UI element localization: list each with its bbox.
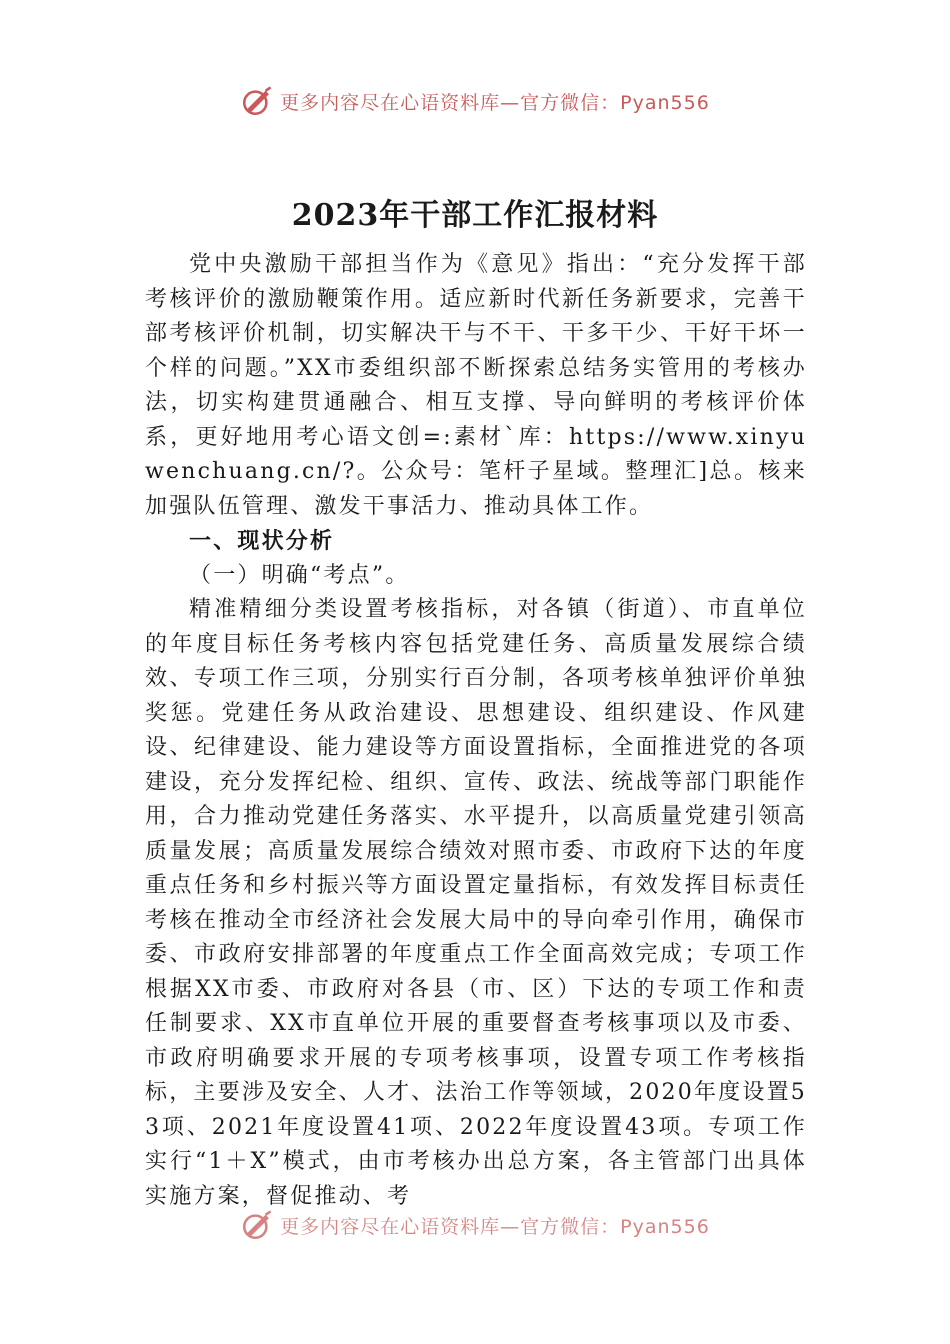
intro-paragraph: 党中央激励干部担当作为《意见》指出：“充分发挥干部考核评价的激励鞭策作用。适应新时代新任务新要求，完善干部考核评价机制，切实解决干与不干、干多干少、干好干坏一个样的问题。”XX市委组织部不断探索总结务实管用的考核办法，切实构建贯通融合、相互支撑、导向鲜明的考核评价体系，更好地用考心语文创=:素材`库：https://www.xinyuwenchuang.cn/?。公众号：笔杆子星域。整理汇]总。核来加强队伍管理、激发干事活力、推动具体工作。 <box>145 252 807 519</box>
document-body <box>145 248 807 1214</box>
watermark-text: 更多内容尽在心语资料库—官方微信：Pyan556 <box>280 91 710 114</box>
header-watermark <box>0 84 950 118</box>
subsection-paragraph: 精准精细分类设置考核指标，对各镇（街道）、市直单位的年度目标任务考核内容包括党建任务、高质量发展综合绩效、专项工作三项，分别实行百分制，各项考核单独评价单独奖惩。党建任务从政治建设、思想建设、组织建设、作风建设、纪律建设、能力建设等方面设置指标，全面推进党的各项建设，充分发挥纪检、组织、宣传、政法、统战等部门职能作用，合力推动党建任务落实、水平提升，以高质量党建引领高质量发展；高质量发展综合绩效对照市委、市政府下达的年度重点任务和乡村振兴等方面设置定量指标，有效发挥目标责任考核在推动全市经济社会发展大局中的导向牵引作用，确保市委、市政府安排部署的年度重点工作全面高效完成；专项工作根据XX市委、市政府对各县（市、区）下达的专项工作和责任制要求、XX市直单位开展的重要督查考核事项以及市委、市政府明确要求开展的专项考核事项，设置专项工作考核指标，主要涉及安全、人才、法治工作等领域，2020年度设置53项、2021年度设置41项、2022年度设置43项。专项工作实行“1＋X”模式，由市考核办出总方案，各主管部门出具体实施方案，督促推动、考 <box>145 597 807 1209</box>
section-heading: 一、现状分析 <box>189 528 335 554</box>
watermark-text: 更多内容尽在心语资料库—官方微信：Pyan556 <box>280 1215 710 1238</box>
footer-watermark <box>0 1208 950 1242</box>
pen-logo-icon <box>240 84 274 118</box>
subsection-heading: （一）明确“考点”。 <box>189 562 410 588</box>
pen-logo-icon <box>240 1208 274 1242</box>
document-title: 2023年干部工作汇报材料 <box>291 198 659 233</box>
